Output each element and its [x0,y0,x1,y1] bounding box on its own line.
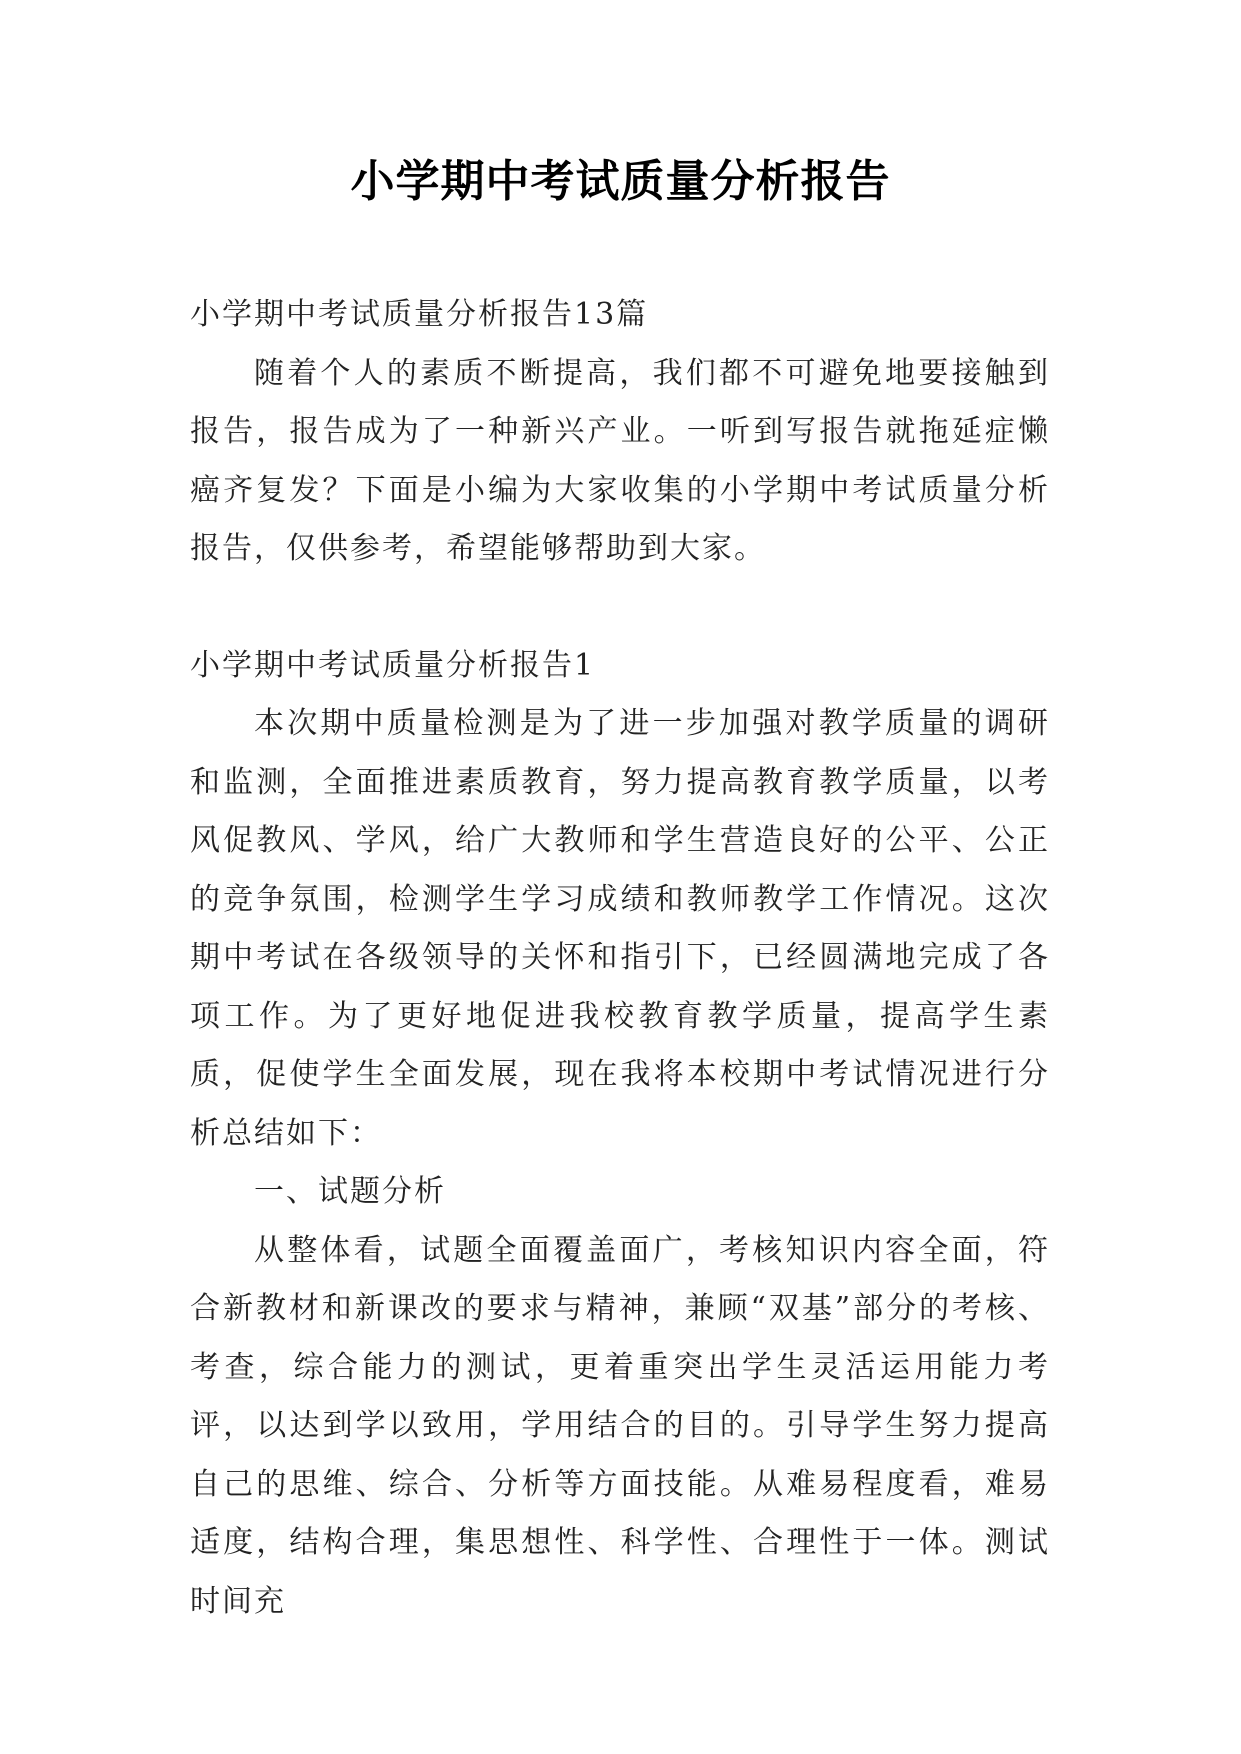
section-heading: 小学期中考试质量分析报告1 [190,647,596,683]
paragraph-gap [190,579,1050,637]
document-title: 小学期中考试质量分析报告 [350,156,891,207]
body-paragraph: 本次期中质量检测是为了进一步加强对教学质量的调研和监测，全面推进素质教育，努力提高教育教学质量，以考风促教风、学风，给广大教师和学生营造良好的公平、公正的竞争氛围，检测学生学习成绩和教师教学工作情况。这次期中考试在各级领导的关怀和指引下，已经圆满地完成了各项工作。为了更好地促进我校教育教学质量，提高学生素质，促使学生全面发展，现在我将本校期中考试情况进行分析总结如下： [190,706,1050,1151]
sub-heading: 一、试题分析 [254,1174,446,1209]
body-paragraph: 从整体看，试题全面覆盖面广，考核知识内容全面，符合新教材和新课改的要求与精神，兼顾“双基”部分的考核、考查，综合能力的测试，更着重突出学生灵活运用能力考评，以达到学以致用，学用结合的目的。引导学生努力提高自己的思维、综合、分析等方面技能。从难易程度看，难易适度，结构合理，集思想性、科学性、合理性于一体。测试时间充 [190,1232,1050,1619]
document-subtitle: 小学期中考试质量分析报告13篇 [190,297,649,332]
document-body [190,286,1050,1631]
intro-paragraph: 随着个人的素质不断提高，我们都不可避免地要接触到报告，报告成为了一种新兴产业。一听到写报告就拖延症懒癌齐复发？下面是小编为大家收集的小学期中考试质量分析报告，仅供参考，希望能够帮助到大家。 [190,355,1050,566]
